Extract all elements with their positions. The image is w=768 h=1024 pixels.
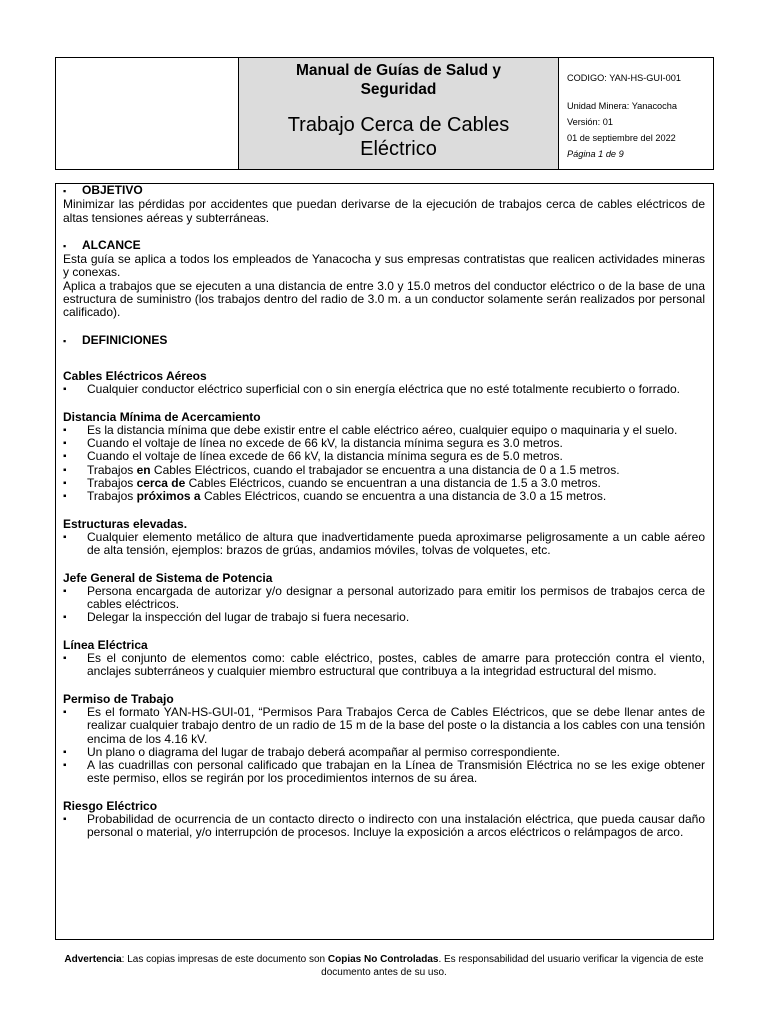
list-item: ▪ Cualquier conductor eléctrico superficial con o sin energía eléctrica que no esté totalmente recubierto o forrado. [63,383,705,396]
manual-title: Manual de Guías de Salud y Seguridad [296,62,501,98]
list-item: ▪ Probabilidad de ocurrencia de un contacto directo o indirecto con una instalación eléctrica, que pueda causar daño personal o material, y/o interrupción de procesos. Incluye la exposición a arcos eléctricos o relámpagos de arco. [63,813,705,840]
document-metadata [559,58,713,169]
definition-list [63,531,705,558]
definition-title-jefe: Jefe General de Sistema de Potencia [63,570,273,585]
section-title: ALCANCE [82,237,141,252]
warning-label: Advertencia [64,954,122,965]
mining-unit: Unidad Minera: Yanacocha [567,101,677,111]
list-item-text: Cables Eléctricos, cuando se encuentra a una distancia de 3.0 a 15 metros. [200,489,607,504]
page-number: Página 1 de 9 [567,149,624,159]
document-date: 01 de septiembre del 2022 [567,133,676,143]
section-title: DEFINICIONES [82,332,168,347]
list-item-emphasis: próximos a [136,489,201,504]
section-title: OBJETIVO [82,183,143,197]
list-item-text: Trabajos [87,489,137,504]
document-header [55,57,714,170]
warning-text: . Es responsabilidad del usuario verificar la vigencia de este documento antes de su uso. [321,954,704,978]
warning-emphasis: Copias No Controladas [327,954,439,965]
definition-list [63,424,705,504]
definition-title-permiso: Permiso de Trabajo [63,691,174,706]
list-item-text: Cables Eléctricos, cuando el trabajador se encuentra a una distancia de 0 a 1.5 metros. [150,462,620,477]
document-code: CODIGO: YAN-HS-GUI-001 [567,73,682,83]
warning-footer [40,953,728,979]
section-alcance-heading [63,239,705,253]
definition-list [63,706,705,786]
square-bullet-icon: ▪ [63,335,67,346]
list-item: ▪ Cuando el voltaje de línea excede de 66 kV, la distancia mínima segura es de 5.0 metros. [63,450,705,463]
warning-text: : Las copias impresas de este documento son [121,954,328,965]
definition-title-distancia: Distancia Mínima de Acercamiento [63,409,261,424]
title-cell [239,58,559,169]
definition-title-cables-aereos: Cables Eléctricos Aéreos [63,368,207,383]
logo-cell [56,58,239,169]
list-item [63,464,705,477]
square-bullet-icon: ▪ [63,186,67,196]
list-item-text: Cables Eléctricos, cuando se encuentran a una distancia de 1.5 a 3.0 metros. [185,476,601,491]
list-item-emphasis: cerca de [136,476,186,491]
document-title: Trabajo Cerca de Cables Eléctrico [287,114,510,160]
list-item: ▪ Es la distancia mínima que debe existir entre el cable eléctrico aéreo, cualquier equipo o maquinaria y el suelo. [63,424,705,437]
list-item [63,490,705,503]
list-item-text: Trabajos [87,476,137,491]
objetivo-text: Minimizar las pérdidas por accidentes que puedan derivarse de la ejecución de trabajos cerca de cables eléctricos de altas tensiones aéreas y subterráneas. [63,197,705,225]
list-item: ▪ A las cuadrillas con personal calificado que trabajan en la Línea de Transmisión Eléctrica no se les exige obtener este permiso, ellos se regirán por los procedimientos internos de su área. [63,759,705,786]
definition-title-riesgo: Riesgo Eléctrico [63,798,158,813]
alcance-paragraph-1: Esta guía se aplica a todos los empleados de Yanacocha y sus empresas contratistas que realicen actividades mineras y conexas. [63,252,705,280]
document-version: Versión: 01 [567,117,613,127]
alcance-paragraph-2: Aplica a trabajos que se ejecuten a una distancia de entre 3.0 y 15.0 metros del conductor eléctrico o de la base de una estructura de suministro (los trabajos dentro del radio de 3.0 m. a un conductor solamente serán realizados por personal calificado). [63,278,705,320]
list-item: ▪ Cualquier elemento metálico de altura que inadvertidamente pueda aproximarse peligrosamente a un cable aéreo de alta tensión, ejemplos: brazos de grúas, andamios móviles, tolvas de volquetes, etc. [63,531,705,558]
list-item-text: Trabajos [87,462,137,477]
list-item: ▪ Un plano o diagrama del lugar de trabajo deberá acompañar al permiso correspondiente. [63,746,705,759]
list-item: ▪ Es el conjunto de elementos como: cable eléctrico, postes, cables de amarre para protección contra el viento, anclajes subterráneos y cualquier miembro estructural que contribuya a la integridad estructural del mismo. [63,652,705,679]
list-item: ▪ Persona encargada de autorizar y/o designar a personal autorizado para emitir los permisos de trabajos cerca de cables eléctricos. [63,585,705,612]
section-objetivo-heading [63,184,705,198]
definition-list [63,585,705,625]
definition-title-linea: Línea Eléctrica [63,637,148,652]
square-bullet-icon: ▪ [63,240,67,251]
document-body [55,183,714,940]
definition-list [63,813,705,840]
list-item-emphasis: en [136,462,151,477]
list-item: ▪ Es el formato YAN-HS-GUI-01, “Permisos Para Trabajos Cerca de Cables Eléctricos, que se debe llenar antes de realizar cualquier trabajo dentro de un radio de 15 m de la base del poste o la distancia a los cables con una tensión encima de los 4.16 kV. [63,706,705,746]
definition-list [63,652,705,679]
section-definiciones-heading [63,334,705,348]
definition-title-estructuras: Estructuras elevadas. [63,516,188,531]
list-item [63,477,705,490]
list-item: ▪ Cuando el voltaje de línea no excede de 66 kV, la distancia mínima segura es 3.0 metros. [63,437,705,450]
list-item: ▪ Delegar la inspección del lugar de trabajo si fuera necesario. [63,611,705,624]
definition-list [63,383,705,396]
